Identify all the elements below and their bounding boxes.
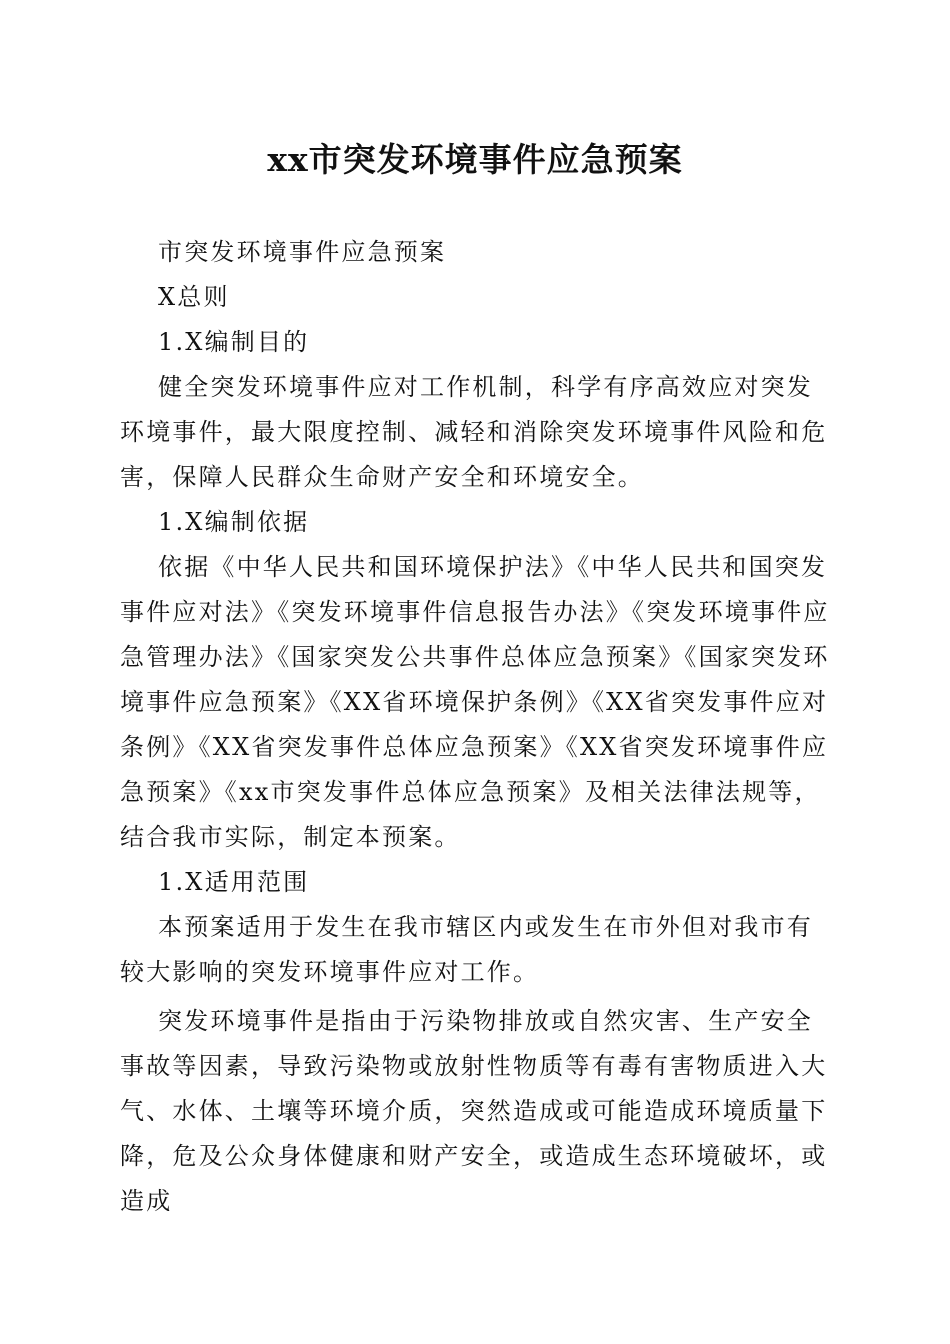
document-title: xx市突发环境事件应急预案 — [267, 140, 683, 179]
subtitle-paragraph: 市突发环境事件应急预案 — [158, 238, 447, 266]
paragraph-scope: 本预案适用于发生在我市辖区内或发生在市外但对我市有较大影响的突发环境事件应对工作。 — [120, 913, 813, 986]
section-heading-general: X总则 — [158, 283, 230, 311]
paragraph-purpose: 健全突发环境事件应对工作机制，科学有序高效应对突发环境事件，最大限度控制、减轻和消除突发环境事件风险和危害，保障人民群众生命财产安全和环境安全。 — [120, 373, 828, 491]
section-heading-scope: 1.X适用范围 — [158, 868, 310, 896]
paragraph-definition: 突发环境事件是指由于污染物排放或自然灾害、生产安全事故等因素，导致污染物或放射性物质等有毒有害物质进入大气、水体、土壤等环境介质，突然造成或可能造成环境质量下降，危及公众身体健康和财产安全，或造成生态环境破坏，或造成 — [120, 1007, 828, 1215]
section-heading-basis: 1.X编制依据 — [158, 508, 310, 536]
document-body — [120, 230, 836, 1224]
section-heading-purpose: 1.X编制目的 — [158, 328, 310, 356]
paragraph-basis: 依据《中华人民共和国环境保护法》《中华人民共和国突发事件应对法》《突发环境事件信息报告办法》《突发环境事件应急管理办法》《国家突发公共事件总体应急预案》《国家突发环境事件应急预案》《XX省环境保护条例》《XX省突发事件应对条例》《XX省突发事件总体应急预案》《XX省突发环境事件应急预案》《xx市突发事件总体应急预案》及相关法律法规等，结合我市实际，制定本预案。 — [120, 553, 830, 851]
